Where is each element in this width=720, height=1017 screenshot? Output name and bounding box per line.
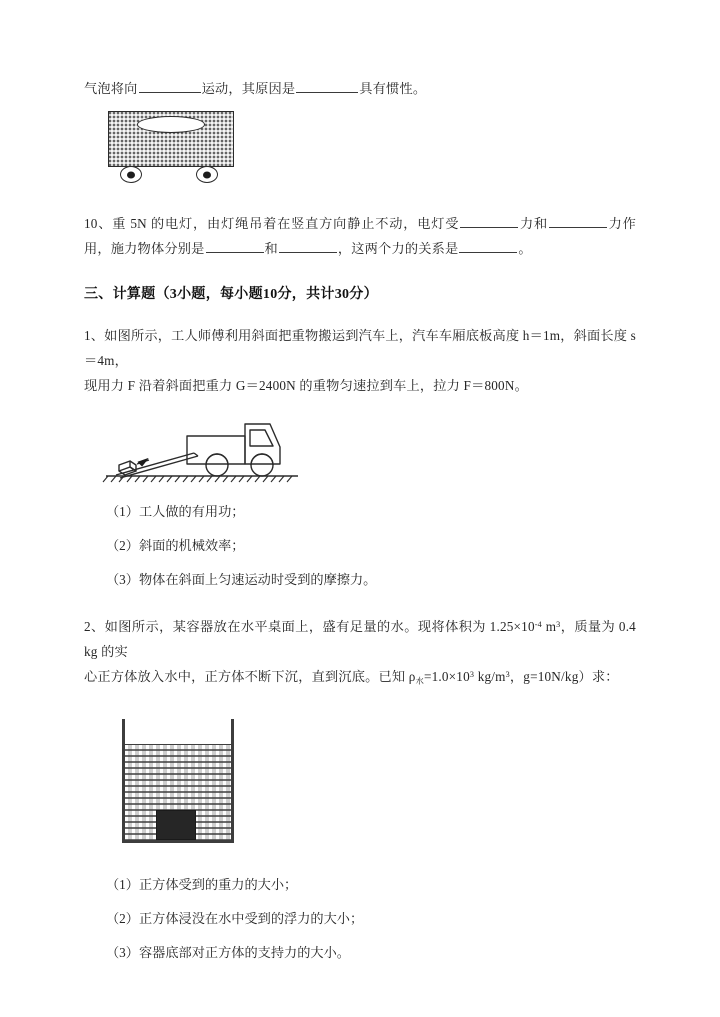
q10-line2-b: 和: [264, 241, 278, 256]
figure-truck-wrapper: [84, 414, 636, 484]
calc2-sub-question-2: （2）正方体浸没在水中受到的浮力的大小；: [106, 911, 364, 926]
calc2-line2-exp1: 3: [469, 669, 475, 679]
tank-right-wall: [231, 719, 234, 843]
calc2-line2-mid: =1.0×10: [423, 669, 470, 684]
figure-water-tank: [122, 719, 234, 843]
q9-blank-2[interactable]: [296, 79, 358, 93]
q10-blank-3[interactable]: [206, 239, 264, 253]
calc2-sub-question-3: （3）容器底部对正方体的支持力的大小。: [106, 945, 350, 960]
tank-bottom-wall: [122, 840, 234, 843]
calc-question-2-line1: [84, 614, 636, 664]
q10-blank-4[interactable]: [279, 239, 337, 253]
calc2-line2-exp2: 3: [505, 669, 510, 679]
q9-suffix-text: 具有惯性。: [359, 81, 427, 96]
figure-tank-wrapper: [84, 719, 636, 843]
calc-question-1-line2: 现用力 F 沿着斜面把重力 G＝2400N 的重物匀速拉到车上，拉力 F＝800N。: [84, 378, 528, 393]
q10-line2-c: ，这两个力的关系是: [337, 241, 459, 256]
q10-line1-c: 力作用，施力物: [84, 216, 636, 256]
cart-water-body: [108, 111, 234, 167]
calc2-sub-question-1: （1）正方体受到的重力的大小；: [106, 877, 298, 892]
wheel-left-icon: [120, 166, 142, 183]
section-heading-three: 三、计算题（3小题，每小题10分，共计30分）: [84, 287, 378, 302]
solid-cube-icon: [156, 810, 196, 840]
calc2-line1-post: ，质量为 0.4 kg 的实: [84, 619, 636, 659]
calc2-line2-pre: 心正方体放入水中，正方体不断下沉，直到沉底。已知 ρ: [84, 669, 416, 684]
figure-bubble-cart: [108, 111, 240, 189]
q10-line2-a: 体分别是: [150, 241, 205, 256]
calc2-line1-exp1: -4: [534, 619, 542, 629]
q10-line2-d: 。: [518, 241, 532, 256]
calc1-sub-question-3: （3）物体在斜面上匀速运动时受到的摩擦力。: [106, 572, 377, 587]
calc2-line2-post: ，g=10N/kg）求：: [509, 669, 619, 684]
figure-truck-incline: [102, 414, 312, 484]
figure-bubble-cart-wrapper: [84, 111, 636, 189]
calc1-sub-question-2: （2）斜面的机械效率；: [106, 538, 245, 553]
q9-mid-text: 运动，其原因是: [201, 81, 296, 96]
calc2-line1-pre: 2、如图所示，某容器放在水平桌面上，盛有足量的水。现将体积为 1.25×10: [84, 619, 535, 634]
calc1-sub-question-1: （1）工人做的有用功；: [106, 504, 245, 519]
question-10: [84, 211, 636, 261]
air-bubble-icon: [137, 116, 205, 133]
q10-blank-2[interactable]: [549, 214, 607, 228]
calc2-line2-mid2: kg/m: [474, 669, 506, 684]
q10-blank-5[interactable]: [459, 239, 517, 253]
q9-blank-1[interactable]: [139, 79, 201, 93]
calc-question-2-line2: [84, 664, 636, 689]
calc2-rho-subscript: 水: [415, 676, 424, 686]
q10-line1-a: 10、重 5N 的电灯，由灯绳吊着在竖直方向静止不动，电灯受: [84, 216, 460, 231]
q9-prefix-text: 气泡将向: [84, 81, 138, 96]
question-9-continuation: [84, 76, 636, 101]
calc2-line1-mid: m: [541, 619, 557, 634]
page-content: [84, 76, 636, 965]
q10-line1-b: 力和: [519, 216, 548, 231]
calc-question-1-line1: 1、如图所示，工人师傅利用斜面把重物搬运到汽车上，汽车车厢底板高度 h＝1m，斜面长度 s＝4m，: [84, 328, 636, 368]
truck-incline-svg: [102, 414, 312, 484]
wheel-right-icon: [196, 166, 218, 183]
calc2-line1-exp2: 3: [556, 619, 561, 629]
q10-blank-1[interactable]: [460, 214, 518, 228]
